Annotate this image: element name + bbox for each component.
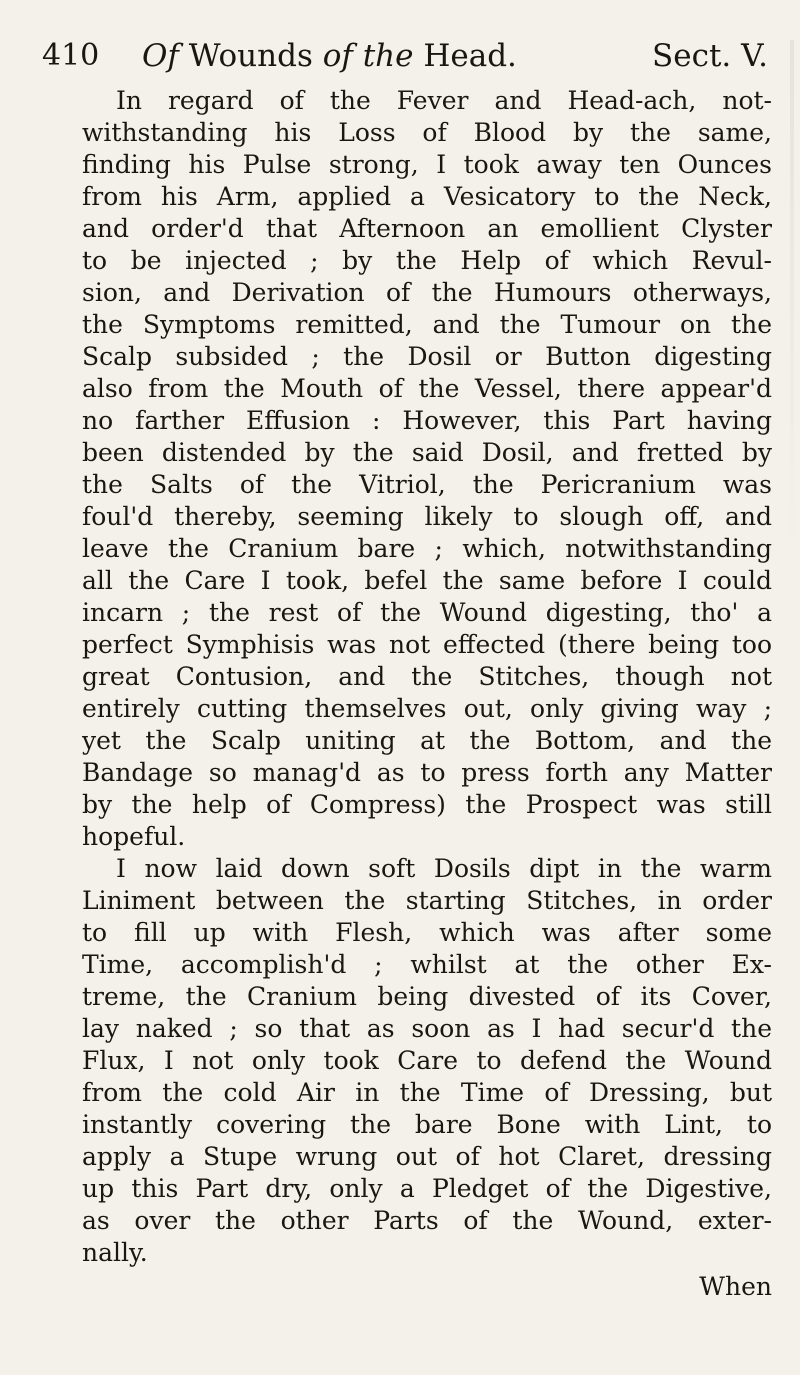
title-of: Of bbox=[142, 38, 179, 74]
text-line: Scalp subsided ; the Dosil or Button digesting bbox=[82, 342, 772, 371]
text-line: and order'd that Afternoon an emollient Clyster bbox=[82, 214, 772, 243]
text-line: all the Care I took, befel the same before I could bbox=[82, 566, 772, 595]
text-line: treme, the Cranium being divested of its Cover, bbox=[82, 982, 772, 1011]
title-head: Head. bbox=[423, 38, 517, 74]
text-line: yet the Scalp uniting at the Bottom, and the bbox=[82, 726, 772, 755]
text-line: I now laid down soft Dosils dipt in the warm bbox=[116, 854, 772, 883]
running-title bbox=[142, 36, 517, 76]
text-line: the Salts of the Vitriol, the Pericranium was bbox=[82, 470, 772, 499]
text-line: incarn ; the rest of the Wound digesting, tho' a bbox=[82, 598, 772, 627]
text-line: leave the Cranium bare ; which, notwithstanding bbox=[82, 534, 772, 563]
text-line: Flux, I not only took Care to defend the Wound bbox=[82, 1046, 772, 1075]
text-line: nally. bbox=[82, 1238, 148, 1267]
catchword: When bbox=[699, 1272, 772, 1301]
text-line: the Symptoms remitted, and the Tumour on the bbox=[82, 310, 772, 339]
text-line: to fill up with Flesh, which was after some bbox=[82, 918, 772, 947]
text-line: entirely cutting themselves out, only giving way ; bbox=[82, 694, 772, 723]
text-line: Time, accomplish'd ; whilst at the other Ex- bbox=[82, 950, 772, 979]
text-line: foul'd thereby, seeming likely to slough off, and bbox=[82, 502, 772, 531]
text-line: as over the other Parts of the Wound, exter- bbox=[82, 1206, 772, 1235]
text-line: no farther Effusion : However, this Part having bbox=[82, 406, 772, 435]
body-text bbox=[82, 85, 772, 1303]
text-line: to be injected ; by the Help of which Revul- bbox=[82, 246, 772, 275]
title-of-the: of the bbox=[322, 38, 414, 74]
page-number: 410 bbox=[42, 38, 100, 73]
text-line: finding his Pulse strong, I took away ten Ounces bbox=[82, 150, 772, 179]
text-line: perfect Symphisis was not effected (there being too bbox=[82, 630, 772, 659]
text-line: Liniment between the starting Stitches, in order bbox=[82, 886, 772, 915]
text-line: lay naked ; so that as soon as I had secur'd the bbox=[82, 1014, 772, 1043]
text-line: In regard of the Fever and Head-ach, not- bbox=[116, 86, 772, 115]
text-line: up this Part dry, only a Pledget of the Digestive, bbox=[82, 1174, 772, 1203]
title-wounds: Wounds bbox=[188, 38, 313, 74]
text-line: also from the Mouth of the Vessel, there appear'd bbox=[82, 374, 772, 403]
section-label: Sect. V. bbox=[652, 38, 768, 74]
text-line: sion, and Derivation of the Humours otherways, bbox=[82, 278, 772, 307]
text-line: been distended by the said Dosil, and fretted by bbox=[82, 438, 772, 467]
text-line: great Contusion, and the Stitches, though not bbox=[82, 662, 772, 691]
text-line: instantly covering the bare Bone with Lint, to bbox=[82, 1110, 772, 1139]
text-line: from his Arm, applied a Vesicatory to the Neck, bbox=[82, 182, 772, 211]
text-line: by the help of Compress) the Prospect was still bbox=[82, 790, 772, 819]
text-line: withstanding his Loss of Blood by the same, bbox=[82, 118, 772, 147]
text-line: hopeful. bbox=[82, 822, 186, 851]
running-head bbox=[42, 36, 782, 76]
text-line: from the cold Air in the Time of Dressing, but bbox=[82, 1078, 772, 1107]
text-line: Bandage so manag'd as to press forth any Matter bbox=[82, 758, 772, 787]
page-edge-shadow bbox=[790, 40, 794, 560]
text-line: apply a Stupe wrung out of hot Claret, dressing bbox=[82, 1142, 772, 1171]
